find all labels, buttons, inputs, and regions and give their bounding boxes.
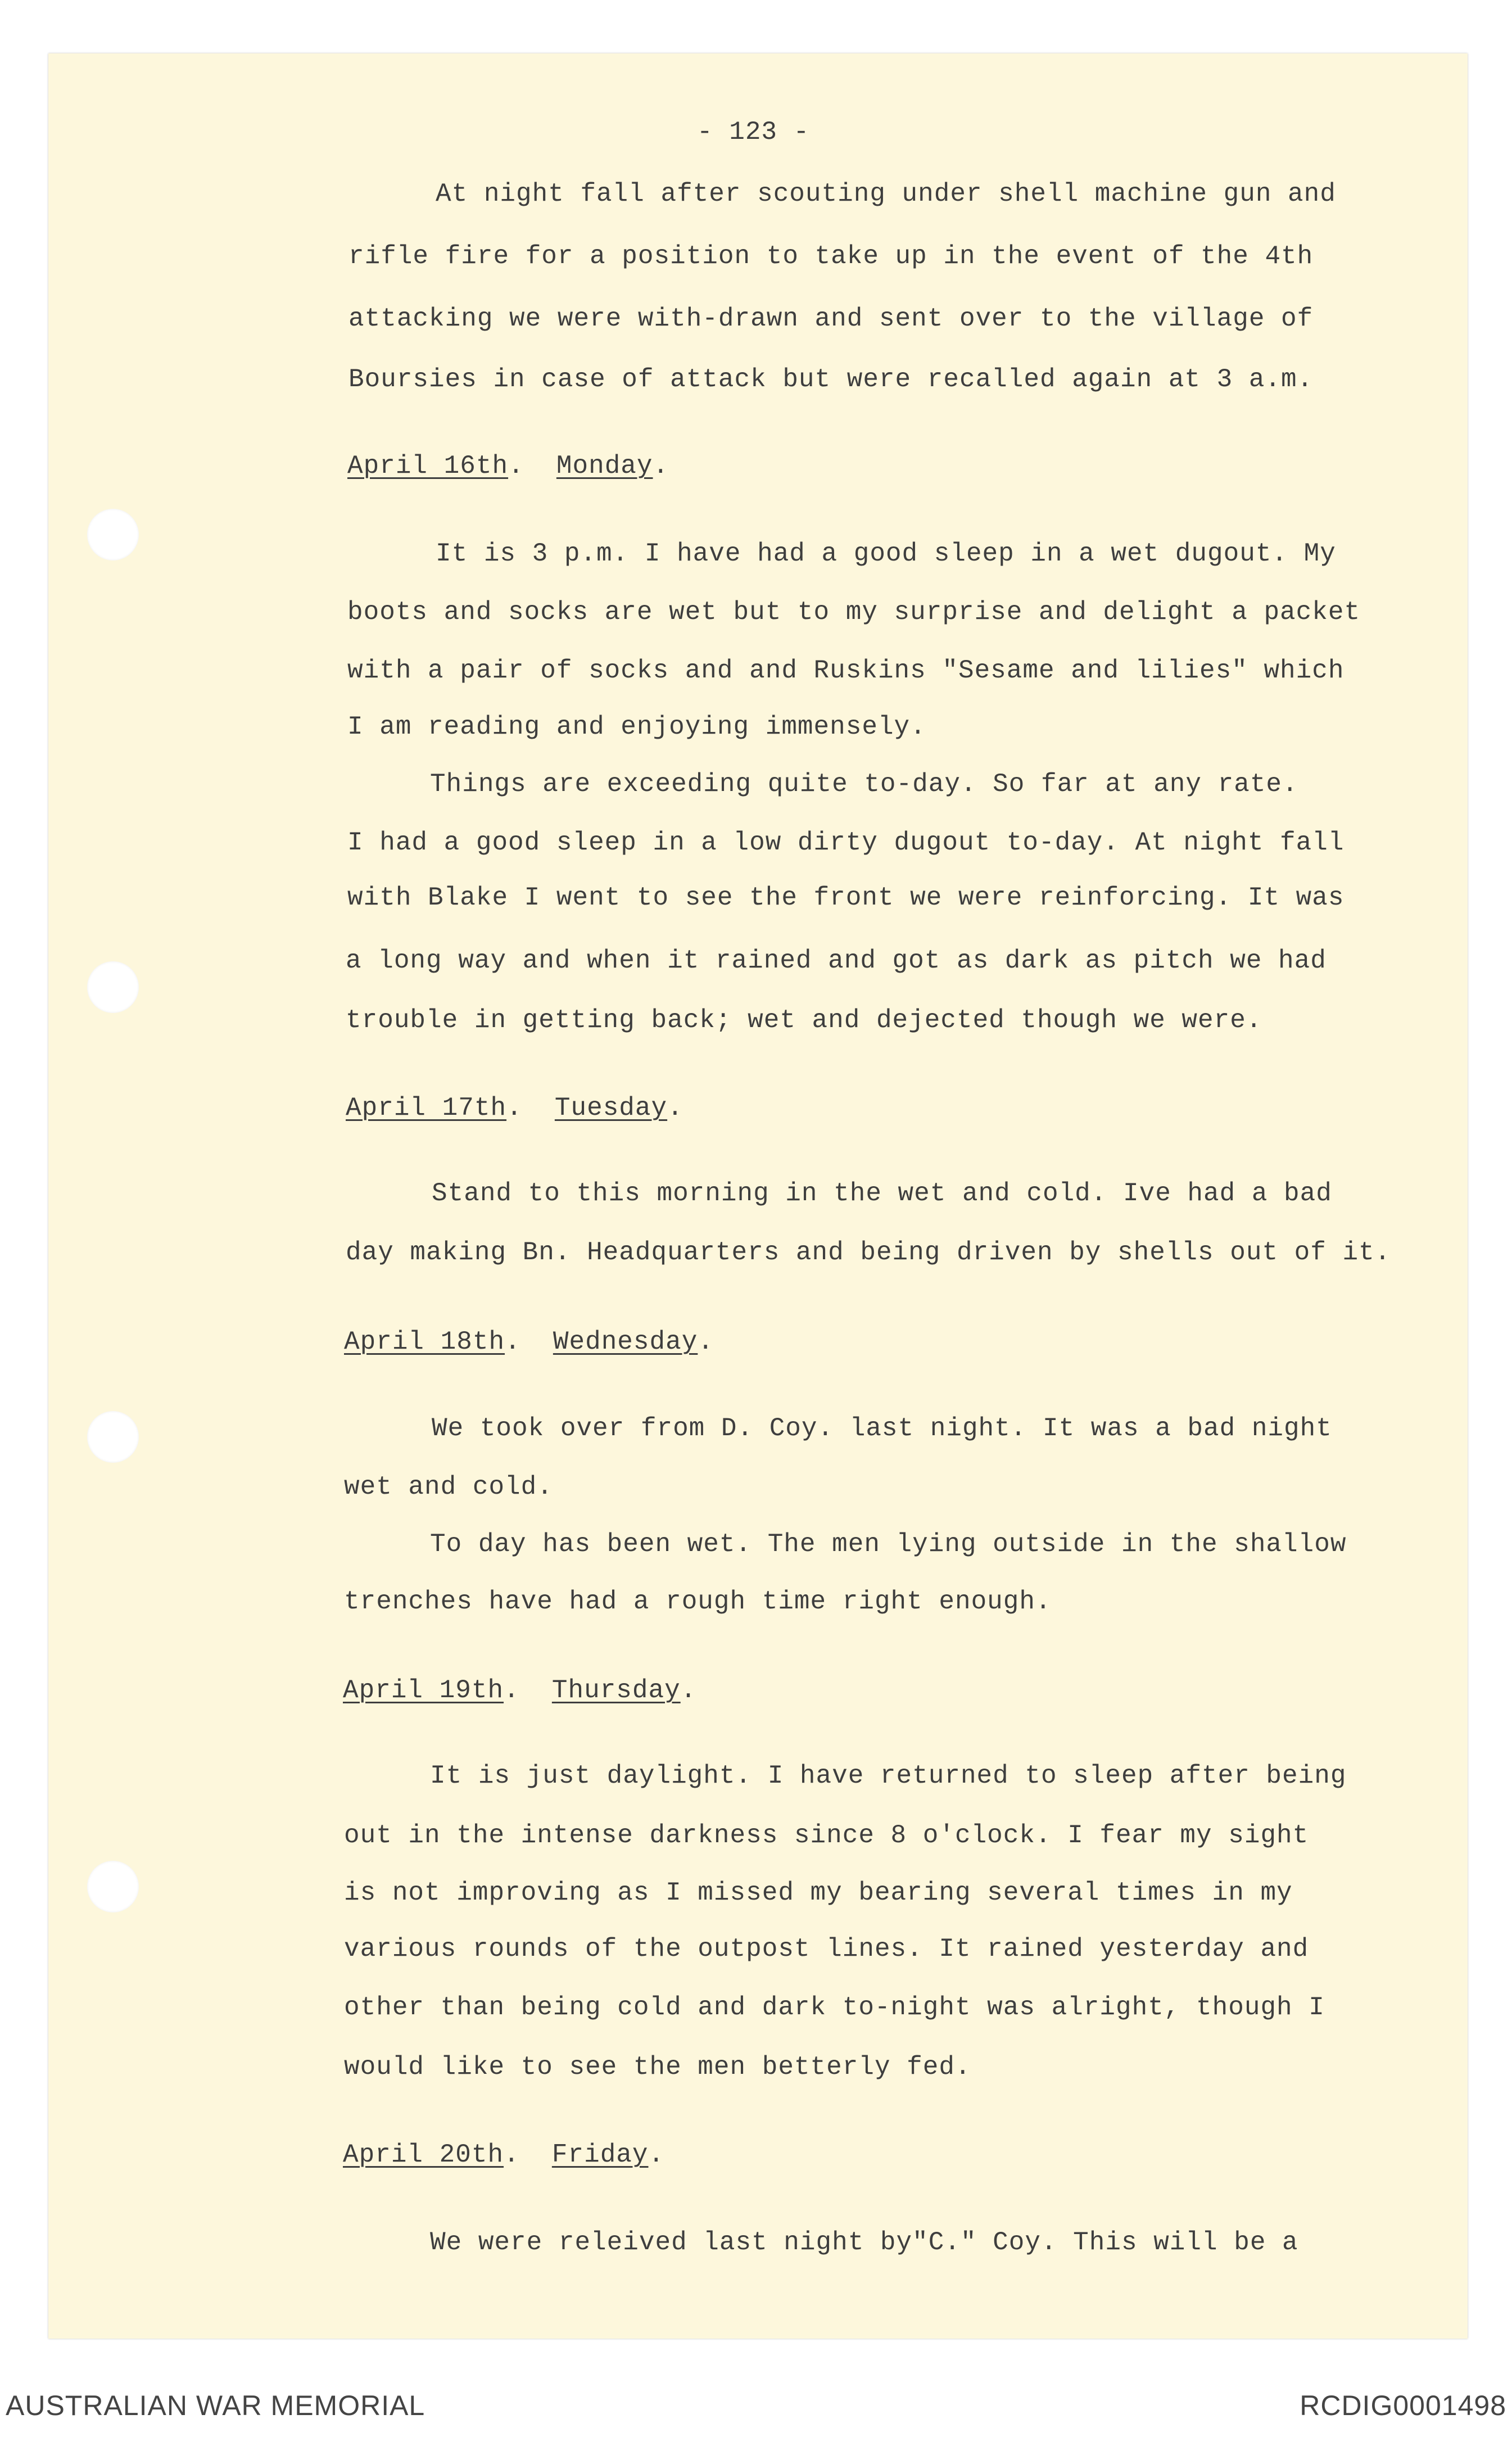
text-line: rifle fire for a position to take up in the event of the 4th bbox=[348, 242, 1314, 271]
page-number: - 123 - bbox=[697, 117, 810, 147]
text-line: We took over from D. Coy. last night. It was a bad night bbox=[432, 1414, 1332, 1443]
entry-date: April 19th bbox=[343, 1676, 504, 1705]
punch-hole bbox=[87, 961, 139, 1013]
entry-date: April 18th bbox=[344, 1327, 505, 1357]
text-line: We were releived last night by"C." Coy. This will be a bbox=[430, 2228, 1298, 2257]
punch-hole bbox=[87, 1861, 139, 1912]
punch-hole bbox=[87, 509, 139, 560]
entry-heading: April 17th. Tuesday. bbox=[346, 1093, 683, 1123]
text-line: To day has been wet. The men lying outside in the shallow bbox=[430, 1530, 1347, 1559]
reference-number: RCDIG0001498 bbox=[1300, 2390, 1506, 2421]
entry-day: Friday bbox=[551, 2140, 649, 2169]
text-line: wet and cold. bbox=[344, 1472, 553, 1502]
text-line: Boursies in case of attack but were recalled again at 3 a.m. bbox=[348, 365, 1314, 394]
entry-day: Thursday bbox=[551, 1676, 681, 1705]
text-line: with a pair of socks and and Ruskins "Sesame and lilies" which bbox=[347, 656, 1344, 685]
text-line: I had a good sleep in a low dirty dugout to-day. At night fall bbox=[347, 828, 1344, 857]
text-line: I am reading and enjoying immensely. bbox=[347, 712, 926, 742]
entry-day: Monday bbox=[556, 451, 653, 481]
text-line: trenches have had a rough time right enough. bbox=[344, 1587, 1052, 1616]
text-line: It is 3 p.m. I have had a good sleep in a wet dugout. My bbox=[436, 539, 1336, 568]
text-line: other than being cold and dark to-night was alright, though I bbox=[344, 1993, 1325, 2022]
text-line: with Blake I went to see the front we were reinforcing. It was bbox=[347, 883, 1344, 912]
text-line: would like to see the men betterly fed. bbox=[344, 2052, 971, 2082]
entry-date: April 20th bbox=[343, 2140, 504, 2169]
entry-day: Wednesday bbox=[553, 1327, 698, 1357]
entry-day: Tuesday bbox=[554, 1093, 668, 1123]
text-line: At night fall after scouting under shell machine gun and bbox=[436, 179, 1336, 209]
text-line: trouble in getting back; wet and dejected though we were. bbox=[346, 1006, 1262, 1035]
text-line: Stand to this morning in the wet and cold. Ive had a bad bbox=[432, 1179, 1332, 1208]
text-line: boots and socks are wet but to my surprise and delight a packet bbox=[347, 598, 1361, 627]
entry-heading: April 16th. Monday. bbox=[347, 451, 669, 481]
entry-heading: April 18th. Wednesday. bbox=[344, 1327, 714, 1357]
text-line: Things are exceeding quite to-day. So far at any rate. bbox=[430, 770, 1298, 799]
text-line: various rounds of the outpost lines. It rained yesterday and bbox=[344, 1934, 1309, 1964]
text-line: a long way and when it rained and got as dark as pitch we had bbox=[346, 946, 1327, 975]
entry-date: April 17th bbox=[346, 1093, 507, 1123]
institution-label: AUSTRALIAN WAR MEMORIAL bbox=[6, 2390, 425, 2421]
text-line: out in the intense darkness since 8 o'clock. I fear my sight bbox=[344, 1821, 1309, 1850]
text-line: is not improving as I missed my bearing several times in my bbox=[344, 1878, 1293, 1907]
punch-hole bbox=[87, 1411, 139, 1463]
text-line: It is just daylight. I have returned to sleep after being bbox=[430, 1761, 1347, 1791]
text-line: day making Bn. Headquarters and being driven by shells out of it. bbox=[346, 1238, 1391, 1267]
entry-heading: April 19th. Thursday. bbox=[343, 1676, 697, 1705]
entry-heading: April 20th. Friday. bbox=[343, 2140, 665, 2169]
text-line: attacking we were with-drawn and sent over to the village of bbox=[348, 304, 1314, 333]
entry-date: April 16th bbox=[347, 451, 509, 481]
